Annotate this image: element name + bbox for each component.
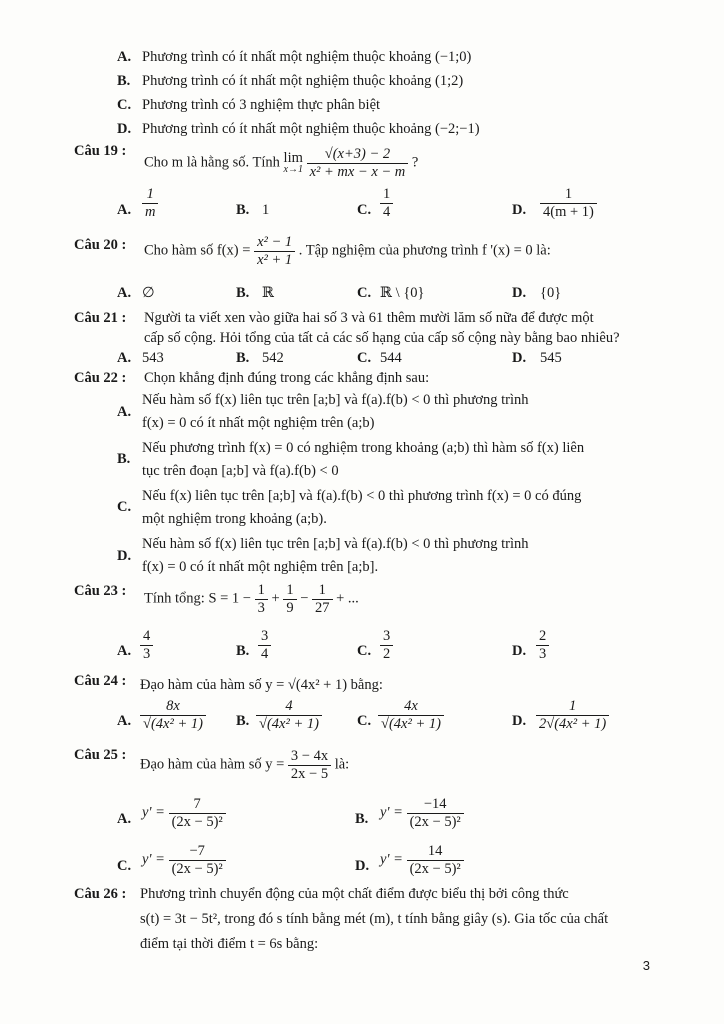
q20-opt-c-label: C. — [357, 285, 372, 301]
q19-fraction: $\frac{√(x+3) - 2}{\text{x² + mx − x − m}}$ — [307, 146, 409, 180]
q19-opt-c-label: C. — [357, 202, 372, 218]
q18-opt-a-label: A. — [117, 49, 132, 65]
q25-opt-c-label: C. — [117, 858, 132, 874]
q22-label: Câu 22 : — [74, 370, 127, 386]
q18-opt-d-text: Phương trình có ít nhất một nghiệm thuộc khoảng (−2;−1) — [142, 121, 480, 137]
q25-opt-d-label: D. — [355, 858, 370, 874]
q19-lim: lim x→1 — [283, 149, 303, 176]
q21-line1: Người ta viết xen vào giữa hai số 3 và 61 thêm mười lăm số nữa để được một — [144, 310, 594, 326]
q21-opt-b-label: B. — [236, 350, 250, 366]
q24-opt-c: $\frac{4x}{\text{√(4x² + 1)}}$ — [378, 698, 444, 732]
q20-opt-d-label: D. — [512, 285, 527, 301]
q23-opt-d-label: D. — [512, 643, 527, 659]
q18-opt-a-text: Phương trình có ít nhất một nghiệm thuộc khoảng (−1;0) — [142, 49, 472, 65]
q25-opt-c: y' = $\frac{-7}{\text{(2x − 5)²}}$ — [142, 843, 226, 877]
page-number: 3 — [642, 958, 650, 973]
q25-opt-a-label: A. — [117, 811, 132, 827]
q23-opt-c: $\frac{3}{2}$ — [380, 628, 393, 662]
q20-opt-b-text: ℝ — [262, 285, 275, 301]
q24-opt-b: $\frac{4}{\text{√(4x² + 1)}}$ — [256, 698, 322, 732]
q19-opt-c: $\frac{1}{4}$ — [380, 186, 393, 220]
q25-opt-b: y' = $\frac{-14}{\text{(2x − 5)²}}$ — [380, 796, 464, 830]
q26-line1: Phương trình chuyển động của một chất điểm được biểu thị bởi công thức — [140, 886, 569, 902]
q22-opt-b-line1: Nếu phương trình f(x) = 0 có nghiệm trong khoảng (a;b) thì hàm số f(x) liên — [142, 440, 585, 456]
q24-opt-a-label: A. — [117, 713, 132, 729]
q19-opt-b-text: 1 — [262, 202, 270, 218]
q26-line2: s(t) = 3t − 5t², trong đó s tính bằng mét (m), t tính bằng giây (s). Gia tốc của chất — [140, 911, 609, 927]
q23-opt-a-label: A. — [117, 643, 132, 659]
q22-opt-c-label: C. — [117, 499, 132, 515]
q21-opt-c-text: 544 — [380, 350, 402, 366]
q21-opt-d-label: D. — [512, 350, 527, 366]
q23-stem: Tính tổng: S = 1 − $\frac{1}{3}$ + $\frac{1}{9}$ − $\frac{1}{27}$ + ... — [144, 582, 359, 616]
q19-label: Câu 19 : — [74, 143, 127, 159]
q26-label: Câu 26 : — [74, 886, 127, 902]
q18-opt-b-text: Phương trình có ít nhất một nghiệm thuộc khoảng (1;2) — [142, 73, 464, 89]
q21-opt-b-text: 542 — [262, 350, 284, 366]
q22-opt-b-label: B. — [117, 451, 131, 467]
q22-opt-a-label: A. — [117, 404, 132, 420]
q22-opt-d-line1: Nếu hàm số f(x) liên tục trên [a;b] và f(a).f(b) < 0 thì phương trình — [142, 536, 529, 552]
q24-opt-c-label: C. — [357, 713, 372, 729]
q20-opt-c-text: ℝ \ {0} — [380, 285, 425, 301]
q22-text: Chọn khẳng định đúng trong các khẳng định sau: — [144, 370, 430, 386]
q20-stem: Cho hàm số f(x) = $\frac{\text{x² − 1}}{\text{x² + 1}}$ . Tập nghiệm của phương trình f '(x) = 0 là: — [144, 234, 551, 268]
q23-opt-d: $\frac{2}{3}$ — [536, 628, 549, 662]
q21-line2: cấp số cộng. Hỏi tổng của tất cả các số hạng của cấp số cộng này bằng bao nhiêu? — [144, 330, 620, 346]
q18-opt-c-label: C. — [117, 97, 132, 113]
q23-opt-b: $\frac{3}{4}$ — [258, 628, 271, 662]
q25-label: Câu 25 : — [74, 747, 127, 763]
q18-opt-d-label: D. — [117, 121, 132, 137]
q24-opt-d: $\frac{1}{\text{2√(4x² + 1)}}$ — [536, 698, 609, 732]
q19-opt-d: $\frac{1}{4(m + 1)}$ — [540, 186, 597, 220]
q21-opt-c-label: C. — [357, 350, 372, 366]
q18-opt-b-label: B. — [117, 73, 131, 89]
q22-opt-d-line2: f(x) = 0 có ít nhất một nghiệm trên [a;b]. — [142, 559, 379, 575]
q25-opt-a: y' = $\frac{7}{\text{(2x − 5)²}}$ — [142, 796, 226, 830]
q23-opt-b-label: B. — [236, 643, 250, 659]
q23-opt-c-label: C. — [357, 643, 372, 659]
q22-opt-d-label: D. — [117, 548, 132, 564]
q20-opt-a-text: ∅ — [142, 285, 155, 301]
q18-opt-c-text: Phương trình có 3 nghiệm thực phân biệt — [142, 97, 381, 113]
q21-opt-d-text: 545 — [540, 350, 562, 366]
q20-opt-d-text: {0} — [540, 285, 562, 301]
q20-label: Câu 20 : — [74, 237, 127, 253]
q22-opt-a-line2: f(x) = 0 có ít nhất một nghiệm trên (a;b) — [142, 415, 375, 431]
q19-stem: Cho m là hằng số. Tính lim x→1 $\frac{√(x+3) - 2}{\text{x² + mx − x − m}}$ ? — [144, 146, 419, 180]
q22-opt-a-line1: Nếu hàm số f(x) liên tục trên [a;b] và f(a).f(b) < 0 thì phương trình — [142, 392, 529, 408]
q21-label: Câu 21 : — [74, 310, 127, 326]
q24-opt-b-label: B. — [236, 713, 250, 729]
q23-label: Câu 23 : — [74, 583, 127, 599]
q25-stem: Đạo hàm của hàm số y = $\frac{3 - 4x}{2x - 5}$ là: — [140, 748, 350, 782]
q25-opt-d: y' = $\frac{14}{\text{(2x − 5)²}}$ — [380, 843, 464, 877]
q24-opt-a: $\frac{8x}{\text{√(4x² + 1)}}$ — [140, 698, 206, 732]
q20-opt-b-label: B. — [236, 285, 250, 301]
q19-opt-a-label: A. — [117, 202, 132, 218]
q19-text: Cho m là hằng số. Tính — [144, 154, 280, 171]
q19-opt-a: $\frac{1}{m}$ — [142, 186, 158, 220]
q24-label: Câu 24 : — [74, 673, 127, 689]
q21-opt-a-text: 543 — [142, 350, 164, 366]
q23-opt-a: $\frac{4}{3}$ — [140, 628, 153, 662]
q24-opt-d-label: D. — [512, 713, 527, 729]
q25-opt-b-label: B. — [355, 811, 369, 827]
q19-opt-b-label: B. — [236, 202, 250, 218]
q24-text: Đạo hàm của hàm số y = √(4x² + 1) bằng: — [140, 677, 383, 693]
q19-opt-d-label: D. — [512, 202, 527, 218]
q22-opt-c-line2: một nghiệm trong khoảng (a;b). — [142, 511, 327, 527]
q20-opt-a-label: A. — [117, 285, 132, 301]
q21-opt-a-label: A. — [117, 350, 132, 366]
q26-line3: điểm tại thời điểm t = 6s bằng: — [140, 936, 319, 952]
q22-opt-c-line1: Nếu f(x) liên tục trên [a;b] và f(a).f(b) < 0 thì phương trình f(x) = 0 có đúng — [142, 488, 582, 504]
q22-opt-b-line2: tục trên đoạn [a;b] và f(a).f(b) < 0 — [142, 463, 339, 479]
